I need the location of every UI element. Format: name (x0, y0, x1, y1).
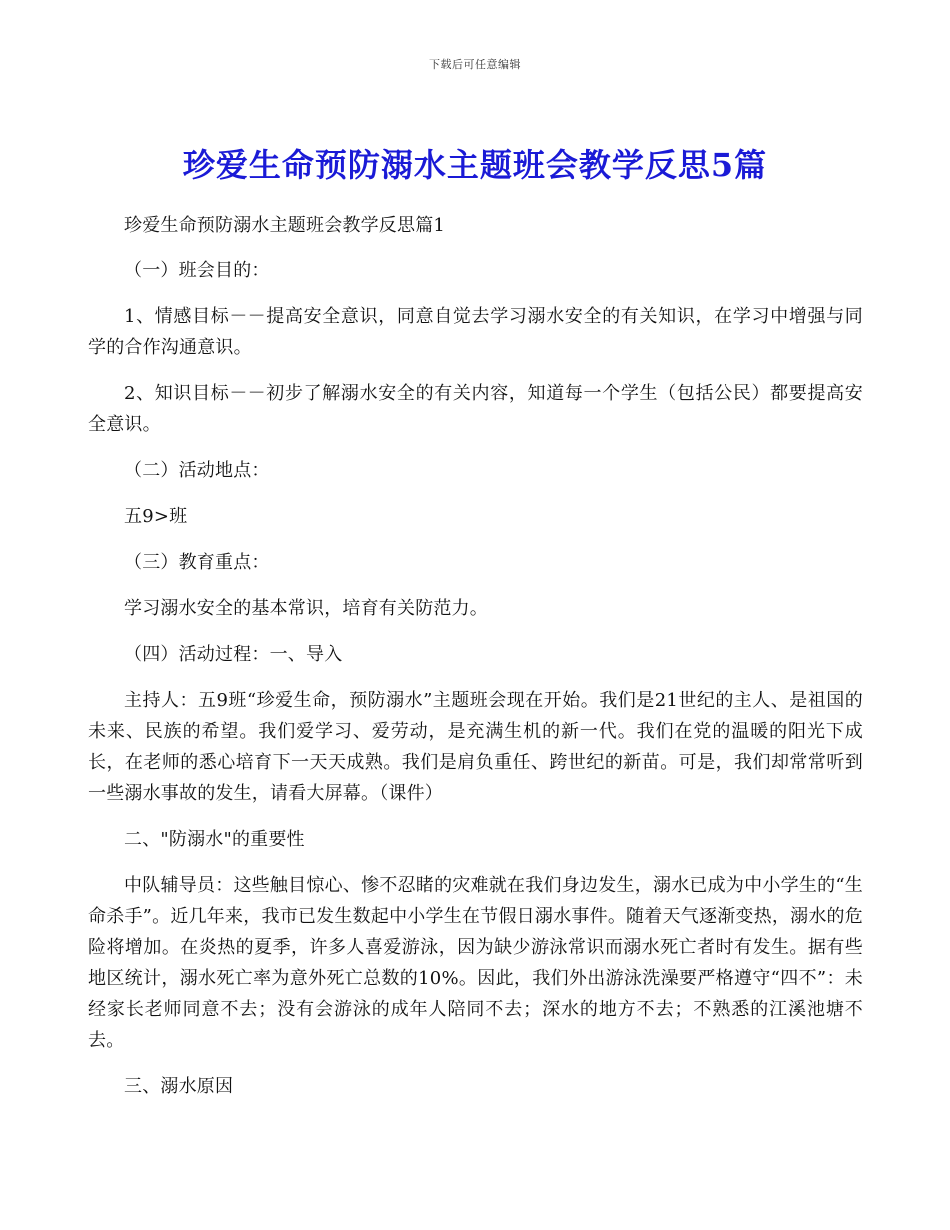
document-body (88, 210, 863, 1117)
paragraph-location: 五9>班 (124, 506, 188, 527)
subheading-process: （四）活动过程：一、导入 (124, 644, 343, 665)
subheading-causes: 三、溺水原因 (124, 1076, 234, 1097)
paragraph-focus: 学习溺水安全的基本常识，培育有关防范力。 (124, 598, 488, 619)
paragraph-emotional-goal: 1、情感目标－－提高安全意识，同意自觉去学习溺水安全的有关知识，在学习中增强与同学的合作沟通意识。 (88, 306, 863, 358)
section-heading: 珍爱生命预防溺水主题班会教学反思篇1 (124, 215, 446, 236)
paragraph-host: 主持人：五9班“珍爱生命，预防溺水”主题班会现在开始。我们是21世纪的主人、是祖国的未来、民族的希望。我们爱学习、爱劳动，是充满生机的新一代。我们在党的温暖的阳光下成长，在老师的悉心培育下一天天成熟。我们是肩负重任、跨世纪的新苗。可是，我们却常常听到一些溺水事故的发生，请看大屏幕。（课件） (88, 690, 863, 804)
subheading-focus: （三）教育重点： (124, 552, 270, 573)
subheading-purpose: （一）班会目的： (124, 260, 270, 281)
document-title: 珍爱生命预防溺水主题班会教学反思5篇 (182, 146, 768, 184)
header-note: 下载后可任意编辑 (429, 58, 521, 71)
subheading-importance: 二、"防溺水"的重要性 (124, 829, 305, 850)
paragraph-knowledge-goal: 2、知识目标－－初步了解溺水安全的有关内容，知道每一个学生（包括公民）都要提高安全意识。 (88, 383, 863, 435)
paragraph-counselor: 中队辅导员：这些触目惊心、惨不忍睹的灾难就在我们身边发生，溺水已成为中小学生的“生命杀手”。近几年来，我市已发生数起中小学生在节假日溺水事件。随着天气逐渐变热，溺水的危险将增加。在炎热的夏季，许多人喜爱游泳，因为缺少游泳常识而溺水死亡者时有发生。据有些地区统计，溺水死亡率为意外死亡总数的10%。因此，我们外出游泳洗澡要严格遵守“四不”：未经家长老师同意不去；没有会游泳的成年人陪同不去；深水的地方不去；不熟悉的江溪池塘不去。 (88, 875, 863, 1051)
subheading-location: （二）活动地点： (124, 460, 270, 481)
